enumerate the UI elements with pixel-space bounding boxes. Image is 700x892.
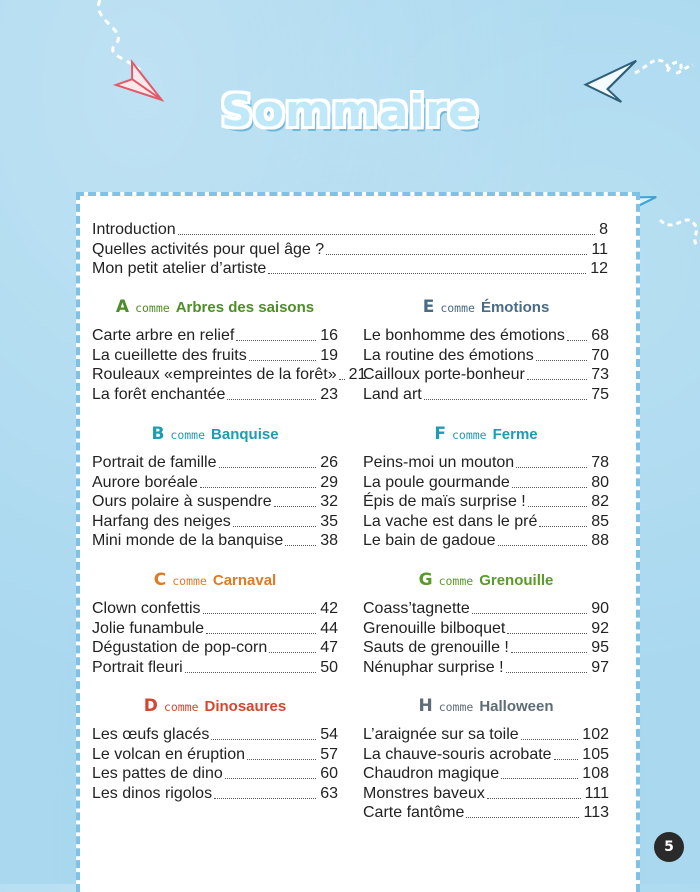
entry-title: La poule gourmande (363, 473, 510, 491)
toc-entry[interactable] (92, 239, 608, 259)
entry-page: 88 (591, 532, 609, 549)
entry-title: Les œufs glacés (92, 726, 210, 743)
toc-entry[interactable] (363, 657, 609, 677)
entry-title: Épis de maïs surprise ! (363, 493, 526, 510)
entry-title: Les dinos rigolos (92, 784, 213, 802)
toc-entry[interactable] (92, 258, 608, 278)
section-comme: comme (163, 700, 199, 714)
entry-title: Nénuphar surprise ! (363, 658, 504, 676)
section-letter: F (434, 424, 446, 444)
entry-page: 21 (348, 366, 367, 383)
toc-entry[interactable] (363, 802, 609, 822)
dot-leader (507, 633, 587, 634)
entry-page: 108 (582, 765, 609, 782)
dot-leader (424, 399, 587, 400)
section-heading (92, 570, 338, 594)
toc-entry[interactable] (363, 364, 609, 384)
section-letter: B (151, 424, 165, 444)
section-heading (92, 424, 338, 448)
toc-entry[interactable] (92, 763, 338, 783)
toc-entry[interactable] (92, 724, 338, 744)
entry-title: Clown confettis (92, 600, 201, 617)
entry-page: 8 (599, 221, 608, 238)
entry-page: 95 (591, 639, 609, 656)
toc-entry[interactable] (363, 472, 609, 492)
section-letter: A (115, 297, 130, 317)
toc-entry[interactable] (92, 345, 338, 365)
dot-leader (536, 360, 587, 361)
toc-entry[interactable] (363, 325, 609, 345)
dot-leader (487, 798, 581, 799)
entry-title: Dégustation de pop-corn (92, 639, 268, 656)
section-comme: comme (438, 574, 474, 588)
toc-entry[interactable] (363, 744, 609, 764)
dot-leader (539, 526, 587, 527)
dot-leader (206, 633, 316, 634)
toc-entry[interactable] (363, 637, 609, 657)
section-theme: Banquise (211, 426, 279, 443)
dot-leader (521, 739, 579, 740)
toc-entry[interactable] (363, 530, 609, 550)
section-comme: comme (438, 700, 474, 714)
section-comme: comme (170, 428, 206, 442)
dot-leader (567, 340, 587, 341)
entry-title: La routine des émotions (363, 346, 534, 364)
toc-entry[interactable] (363, 598, 609, 618)
section-heading (92, 297, 338, 321)
entry-page: 80 (591, 473, 609, 491)
section-heading (363, 424, 609, 448)
entry-title: Harfang des neiges (92, 512, 231, 530)
dot-leader (501, 778, 578, 779)
toc-entry[interactable] (92, 511, 338, 531)
dot-leader (211, 739, 316, 740)
entry-title: La cueillette des fruits (92, 346, 247, 364)
entry-page: 19 (320, 346, 338, 364)
dot-leader (236, 340, 316, 341)
toc-entry[interactable] (92, 598, 338, 618)
page-number-badge: 5 (654, 832, 684, 862)
entry-title: Carte arbre en relief (92, 327, 235, 344)
toc-entry[interactable] (92, 657, 338, 677)
toc-entry[interactable] (363, 384, 609, 404)
entry-title: Peins-moi un mouton (363, 454, 515, 471)
dot-leader (285, 545, 316, 546)
section-letter: D (143, 696, 158, 716)
section-theme: Ferme (492, 426, 538, 443)
entry-page: 90 (591, 600, 609, 617)
entry-page: 85 (591, 512, 609, 530)
section-theme: Grenouille (479, 572, 554, 589)
dot-leader (326, 254, 587, 255)
section-theme: Arbres des saisons (175, 299, 315, 316)
dot-leader (339, 379, 345, 380)
dot-leader (466, 817, 579, 818)
section-theme: Émotions (480, 299, 550, 316)
dot-leader (506, 672, 588, 673)
entry-title: Ours polaire à suspendre (92, 493, 272, 510)
toc-entry[interactable] (92, 637, 338, 657)
toc-entry[interactable] (92, 219, 608, 239)
dot-leader (200, 487, 316, 488)
entry-page: 78 (591, 454, 609, 471)
dot-leader (498, 545, 588, 546)
entry-page: 50 (320, 658, 338, 676)
toc-entry[interactable] (363, 491, 609, 511)
entry-title: Le bain de gadoue (363, 532, 496, 549)
entry-page: 97 (591, 658, 609, 676)
entry-title: La vache est dans le pré (363, 512, 538, 530)
entry-title: Rouleaux «empreintes de la forêt» (92, 366, 337, 383)
toc-entry[interactable] (92, 744, 338, 764)
entry-page: 23 (320, 385, 338, 403)
toc-entry[interactable] (92, 491, 338, 511)
section-theme: Dinosaures (204, 698, 287, 715)
entry-title: Mon petit atelier d’artiste (92, 260, 267, 277)
dot-leader (227, 399, 316, 400)
entry-page: 92 (591, 619, 609, 637)
entry-page: 42 (320, 600, 338, 617)
section-letter: H (418, 696, 433, 716)
entry-page: 75 (591, 385, 609, 403)
section-comme: comme (135, 301, 170, 315)
toc-entry[interactable] (92, 384, 338, 404)
entry-title: Introduction (92, 221, 176, 238)
entry-page: 32 (320, 493, 338, 510)
section-heading (363, 696, 609, 720)
entry-title: Chaudron magique (363, 765, 500, 782)
entry-title: Le volcan en éruption (92, 745, 245, 763)
entry-page: 63 (320, 784, 338, 802)
section-letter: E (422, 297, 435, 317)
entry-title: Sauts de grenouille ! (363, 639, 509, 656)
dot-leader (225, 778, 316, 779)
toc-entry[interactable] (363, 452, 609, 472)
dot-leader (268, 273, 586, 274)
entry-page: 47 (320, 639, 338, 656)
section-heading (92, 696, 338, 720)
entry-page: 54 (320, 726, 338, 743)
entry-page: 11 (591, 240, 608, 258)
section-heading (363, 570, 609, 594)
entry-page: 29 (320, 473, 338, 491)
toc-entry[interactable] (92, 618, 338, 638)
entry-page: 111 (584, 784, 609, 802)
entry-page: 26 (320, 454, 338, 471)
dot-leader (472, 613, 587, 614)
entry-title: Coass’tagnette (363, 600, 470, 617)
toc-entry[interactable] (363, 618, 609, 638)
entry-title: Les pattes de dino (92, 765, 223, 782)
entry-page: 68 (591, 327, 609, 344)
dot-leader (527, 379, 587, 380)
dot-leader (249, 360, 316, 361)
toc-entry[interactable] (92, 325, 338, 345)
entry-page: 60 (320, 765, 338, 782)
toc-entry[interactable] (92, 530, 338, 550)
entry-title: La chauve-souris acrobate (363, 745, 552, 763)
section-theme: Halloween (479, 698, 554, 715)
entry-page: 35 (320, 512, 338, 530)
entry-page: 38 (320, 532, 338, 549)
dot-leader (269, 652, 316, 653)
dot-leader (512, 487, 587, 488)
dot-leader (554, 759, 579, 760)
entry-title: Grenouille bilboquet (363, 619, 506, 637)
entry-title: La forêt enchantée (92, 385, 226, 403)
entry-title: Mini monde de la banquise (92, 532, 284, 549)
entry-page: 73 (591, 366, 609, 383)
toc-entry[interactable] (92, 364, 367, 384)
entry-page: 82 (591, 493, 609, 510)
entry-title: Jolie funambule (92, 619, 205, 637)
section-comme: comme (440, 301, 475, 315)
entry-page: 70 (591, 346, 609, 364)
entry-page: 105 (582, 745, 609, 763)
entry-title: Land art (363, 385, 422, 403)
dot-leader (185, 672, 317, 673)
entry-title: Portrait fleuri (92, 658, 183, 676)
toc-entry[interactable] (363, 763, 609, 783)
entry-title: Portrait de famille (92, 454, 217, 471)
entry-title: Aurore boréale (92, 473, 198, 491)
toc-entry[interactable] (92, 472, 338, 492)
dot-leader (528, 506, 587, 507)
toc-entry[interactable] (363, 724, 609, 744)
section-letter: C (153, 570, 167, 590)
dot-leader (247, 759, 316, 760)
entry-page: 44 (320, 619, 338, 637)
toc-entry[interactable] (363, 345, 609, 365)
entry-page: 57 (320, 745, 338, 763)
entry-page: 113 (583, 804, 609, 821)
dot-leader (219, 467, 317, 468)
dot-leader (274, 506, 317, 507)
toc-entry[interactable] (92, 452, 338, 472)
dot-leader (178, 234, 595, 235)
toc-entry[interactable] (363, 511, 609, 531)
section-letter: G (418, 570, 433, 590)
toc-entry[interactable] (363, 783, 609, 803)
entry-page: 12 (590, 260, 608, 277)
dot-leader (233, 526, 316, 527)
dot-leader (511, 652, 587, 653)
toc-entry[interactable] (92, 783, 338, 803)
entry-page: 102 (582, 726, 609, 743)
entry-title: Le bonhomme des émotions (363, 327, 565, 344)
entry-title: Quelles activités pour quel âge ? (92, 240, 325, 258)
entry-title: Monstres baveux (363, 784, 485, 802)
entry-title: Carte fantôme (363, 804, 465, 821)
dot-leader (516, 467, 587, 468)
page-title: Sommaire (221, 86, 479, 137)
entry-page: 16 (320, 327, 338, 344)
entry-title: Cailloux porte-bonheur (363, 366, 525, 383)
section-comme: comme (172, 574, 207, 588)
entry-title: L’araignée sur sa toile (363, 726, 519, 743)
dot-leader (203, 613, 317, 614)
section-comme: comme (451, 428, 487, 442)
section-theme: Carnaval (212, 572, 277, 589)
section-heading (363, 297, 609, 321)
dot-leader (214, 798, 316, 799)
